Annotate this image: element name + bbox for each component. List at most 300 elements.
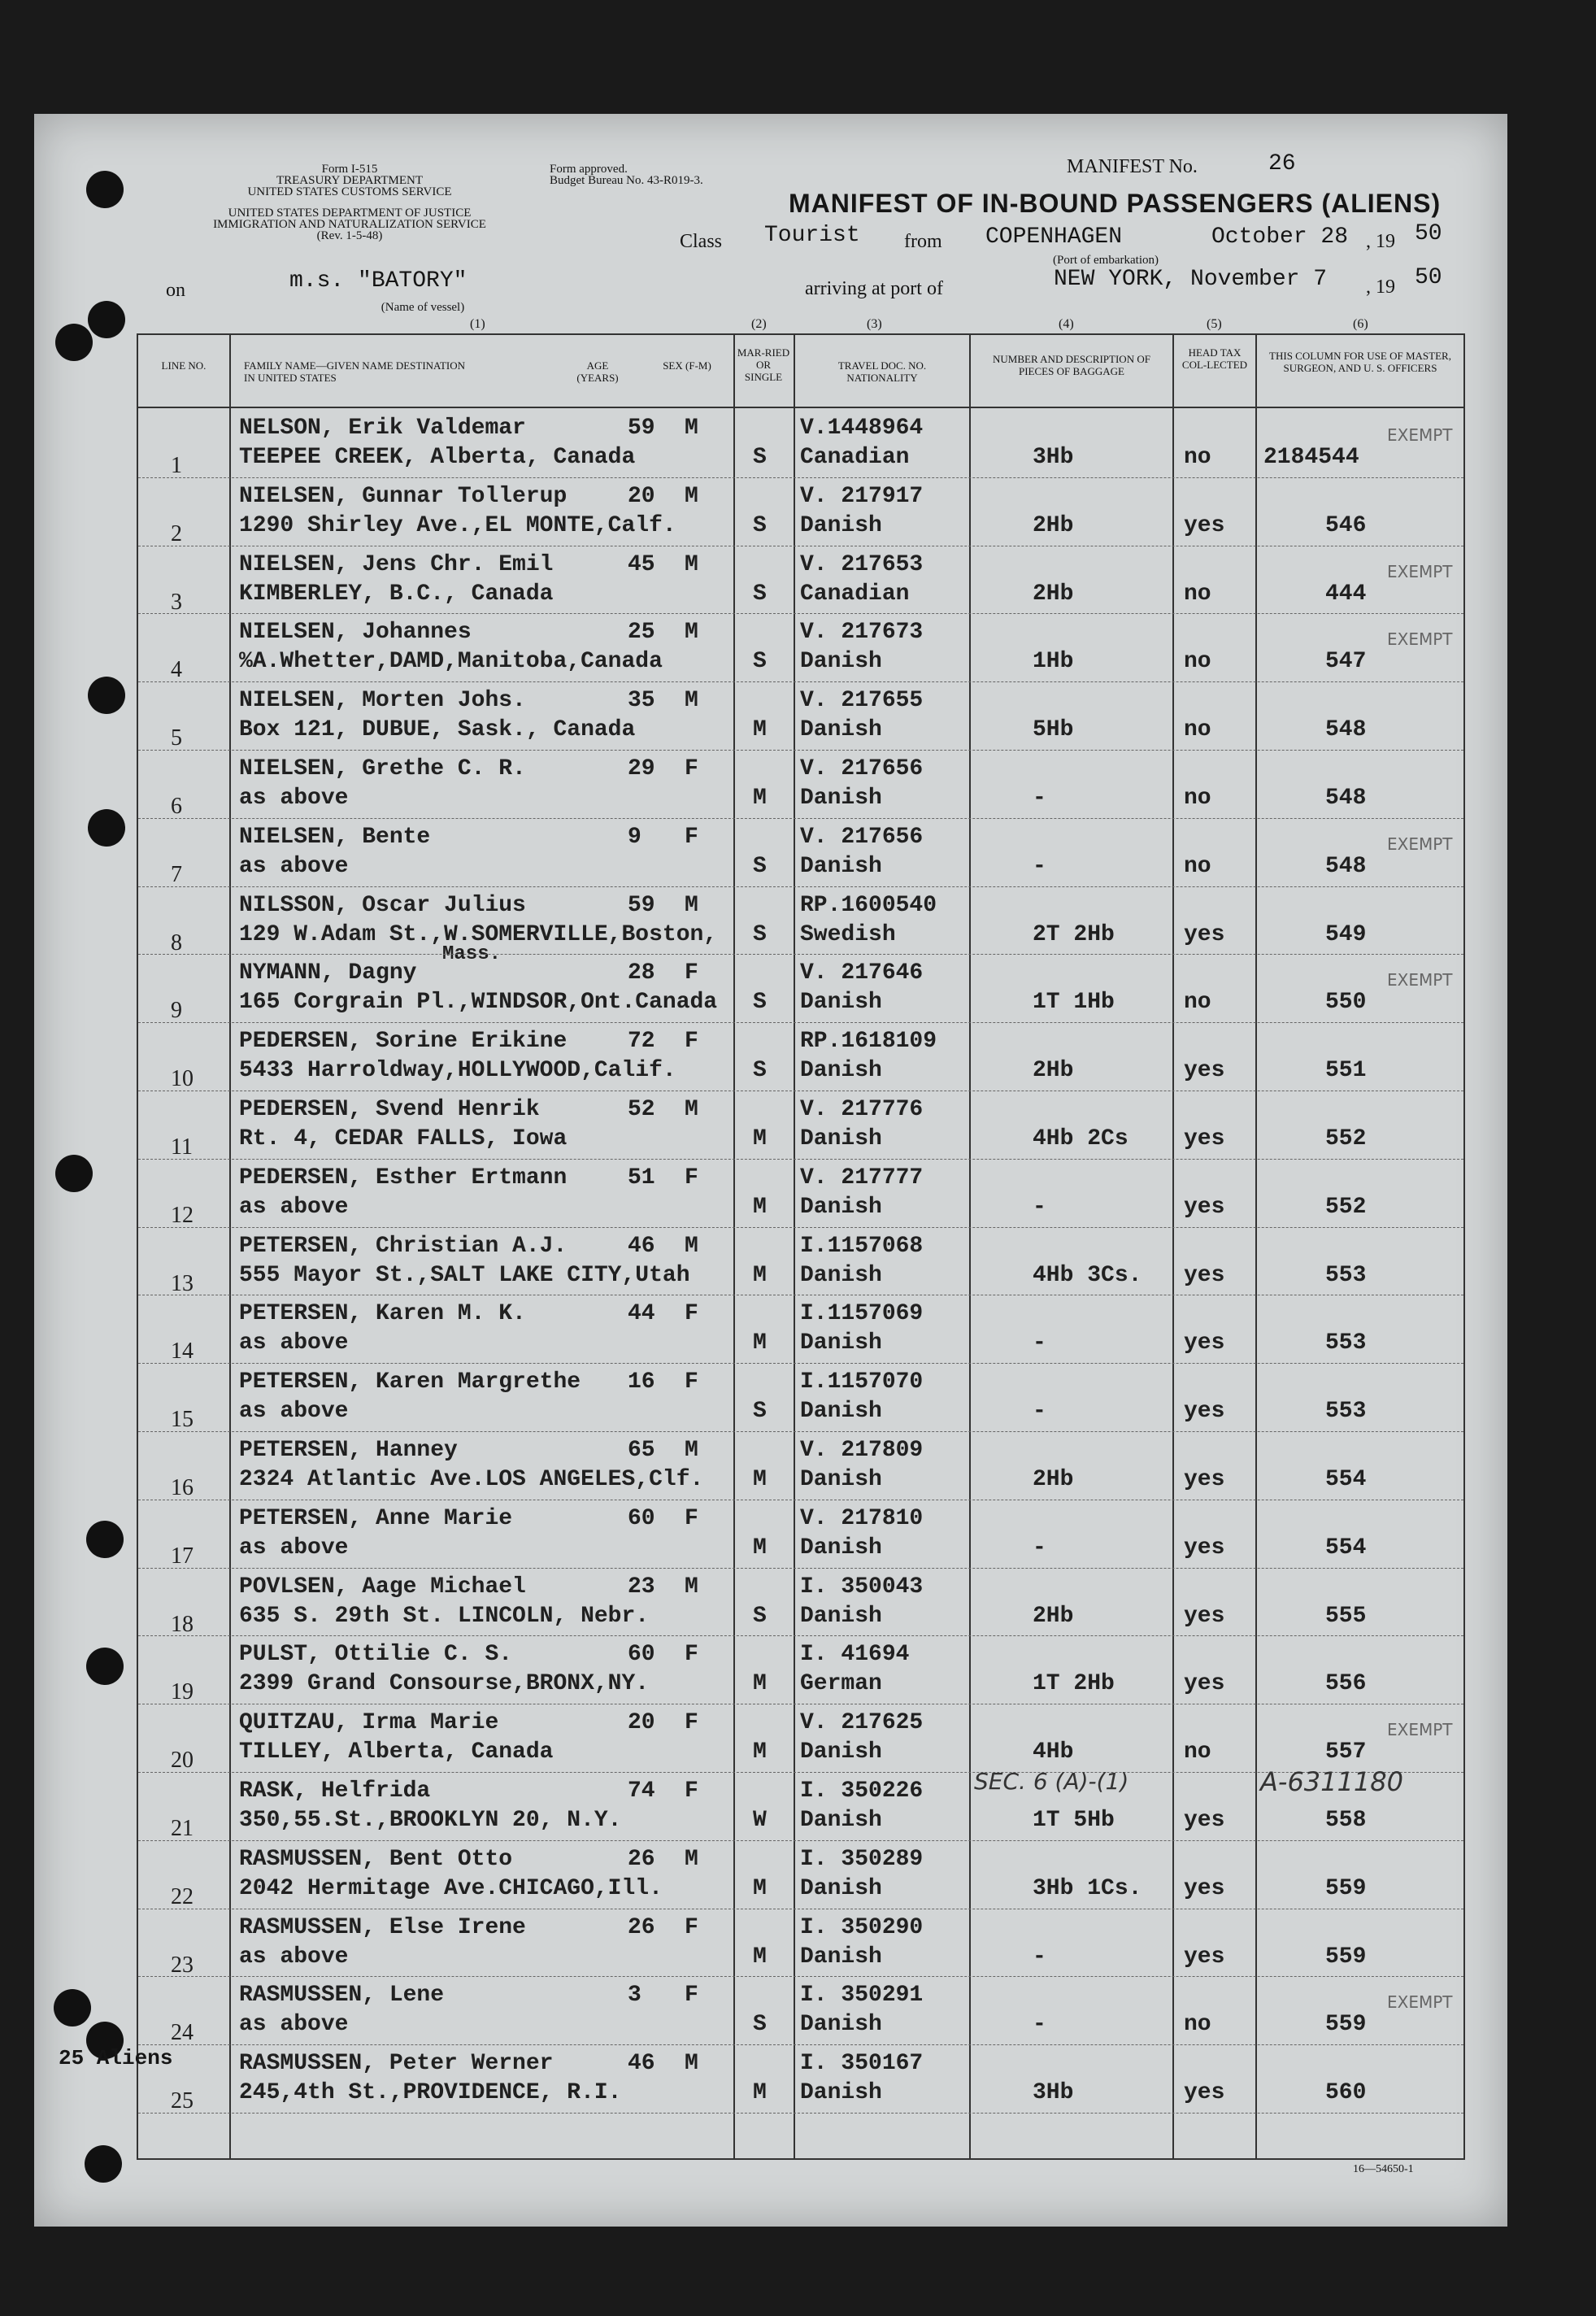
line-number: 23 [171,1952,194,1978]
head-tax: yes [1184,512,1225,538]
table-row [138,410,1463,478]
passenger-name: NIELSEN, Jens Chr. Emil [239,551,554,577]
budget-bureau: Budget Bureau No. 43-R019-3. [550,174,703,187]
travel-doc-number: V. 217625 [800,1710,924,1736]
head-tax: no [1184,717,1211,743]
travel-doc-number: V. 217777 [800,1165,924,1191]
marital-status: W [753,1808,767,1833]
table-row [138,1766,1463,1841]
age: 26 [628,1846,655,1872]
age: 51 [628,1165,655,1191]
marital-status: M [753,717,767,743]
head-tax: yes [1184,1671,1225,1697]
travel-doc-number: I. 350226 [800,1778,924,1804]
column-number-1: (1) [470,317,485,331]
baggage: 2Hb [1033,1603,1074,1629]
table-row [138,1500,1463,1569]
passenger-name: PEDERSEN, Esther Ertmann [239,1165,568,1191]
age: 46 [628,1233,655,1259]
form-revision: (Rev. 1-5-48) [316,229,383,242]
head-tax: no [1184,649,1211,675]
table-row [138,751,1463,819]
dept-immigration: IMMIGRATION AND NATURALIZATION SERVICE [213,218,486,231]
line-number: 8 [171,929,182,956]
dept-justice: UNITED STATES DEPARTMENT OF JUSTICE [228,207,472,220]
line-number: 13 [171,1270,194,1296]
passenger-name: PETERSEN, Karen M. K. [239,1301,526,1327]
destination: as above [239,1330,349,1356]
age: 52 [628,1097,655,1122]
destination: Rt. 4, CEDAR FALLS, Iowa [239,1126,568,1151]
age: 35 [628,688,655,714]
line-number: 17 [171,1543,194,1569]
line-number: 2 [171,520,182,546]
marital-status: M [753,1671,767,1697]
officer-number: 552 [1325,1126,1367,1151]
sex: M [685,892,698,918]
line-number: 14 [171,1339,194,1365]
destination: as above [239,1194,349,1220]
head-tax: yes [1184,1262,1225,1288]
column-number-5: (5) [1207,317,1222,331]
marital-status: S [753,1399,767,1425]
head-tax: yes [1184,1535,1225,1561]
nationality: Danish [800,1467,882,1492]
baggage: - [1033,786,1046,811]
line-number: 21 [171,1816,194,1841]
nationality: Danish [800,649,882,675]
on-label: on [166,280,185,301]
line-number: 24 [171,2020,194,2046]
nationality: Danish [800,1808,882,1833]
baggage: 1T 5Hb [1033,1808,1115,1833]
destination: 2042 Hermitage Ave.CHICAGO,Ill. [239,1875,663,1901]
head-tax: yes [1184,1808,1225,1833]
sex: F [685,824,698,850]
head-tax: yes [1184,1467,1225,1492]
travel-doc-number: V. 217810 [800,1505,924,1531]
sex: F [685,1983,698,2009]
marital-status: S [753,445,767,470]
table-row [138,819,1463,887]
officer-number: 2184544 [1263,445,1359,470]
arrival-port-date: NEW YORK, November 7 [1054,267,1328,292]
line-number: 9 [171,998,182,1024]
passenger-name: NELSON, Erik Valdemar [239,416,526,441]
age: 20 [628,1710,655,1736]
travel-doc-number: V. 217656 [800,756,924,781]
nationality: Danish [800,990,882,1016]
officer-number: 550 [1325,990,1367,1016]
column-number-2: (2) [751,317,767,331]
head-tax: no [1184,1739,1211,1765]
destination: 245,4th St.,PROVIDENCE, R.I. [239,2080,622,2106]
baggage: 1T 2Hb [1033,1671,1115,1697]
line-number: 12 [171,1202,194,1228]
exempt-note: EXEMPT [1387,425,1453,445]
passenger-name: QUITZAU, Irma Marie [239,1710,499,1736]
sex: M [685,483,698,509]
table-row [138,1160,1463,1228]
destination: 129 W.Adam St.,W.SOMERVILLE,Boston, [239,921,718,947]
baggage: 2Hb [1033,1058,1074,1084]
passenger-name: RASMUSSEN, Else Irene [239,1914,526,1940]
destination: 2324 Atlantic Ave.LOS ANGELES,Clf. [239,1467,704,1492]
marital-status: M [753,1535,767,1561]
age: 23 [628,1574,655,1600]
binder-hole [86,1648,124,1685]
travel-doc-number: V. 217653 [800,551,924,577]
age: 29 [628,756,655,781]
baggage: 3Hb 1Cs. [1033,1875,1142,1901]
officer-number: 559 [1325,1944,1367,1970]
sex: M [685,1233,698,1259]
passenger-name: NIELSEN, Bente [239,824,431,850]
destination-continued: Mass. [442,943,502,965]
travel-doc-number: I.1157068 [800,1233,924,1259]
officer-number: 559 [1325,2012,1367,2038]
officer-number: 548 [1325,853,1367,879]
baggage: 4Hb 2Cs [1033,1126,1129,1151]
sex: M [685,1097,698,1122]
head-tax: no [1184,990,1211,1016]
officer-number: 556 [1325,1671,1367,1697]
marital-status: M [753,1944,767,1970]
table-row [138,955,1463,1023]
travel-doc-number: I.1157070 [800,1369,924,1395]
travel-doc-number: RP.1618109 [800,1029,937,1055]
line-number: 10 [171,1066,194,1092]
col-header-officers: THIS COLUMN FOR USE OF MASTER, SURGEON, AND U. S. OFFICERS [1269,350,1451,374]
age: 65 [628,1438,655,1463]
marital-status: M [753,1875,767,1901]
line-number: 22 [171,1883,194,1909]
destination: KIMBERLEY, B.C., Canada [239,581,554,607]
vessel-caption: (Name of vessel) [381,301,465,314]
age: 44 [628,1301,655,1327]
baggage: 2T 2Hb [1033,921,1115,947]
sex: F [685,1914,698,1940]
officer-number: 552 [1325,1194,1367,1220]
binder-hole [85,2145,122,2183]
destination: TILLEY, Alberta, Canada [239,1739,554,1765]
manifest-title: MANIFEST OF IN-BOUND PASSENGERS (ALIENS) [789,189,1442,218]
line-number: 18 [171,1611,194,1637]
marital-status: M [753,1739,767,1765]
sex: M [685,1846,698,1872]
col-header-age: AGE (YEARS) [576,359,619,384]
officer-number: 553 [1325,1399,1367,1425]
class-label: Class [680,231,723,252]
travel-doc-number: I. 41694 [800,1642,910,1668]
form-number: Form I-515 [321,163,378,176]
destination: 5433 Harroldway,HOLLYWOOD,Calif. [239,1058,676,1084]
head-tax: yes [1184,1944,1225,1970]
baggage: 4Hb 3Cs. [1033,1262,1142,1288]
travel-doc-number: V. 217809 [800,1438,924,1463]
col-header-travel-doc: TRAVEL DOC. NO. NATIONALITY [837,359,927,384]
age: 60 [628,1642,655,1668]
destination: as above [239,2012,349,2038]
nationality: Danish [800,1399,882,1425]
passenger-name: PETERSEN, Anne Marie [239,1505,513,1531]
officer-number: 554 [1325,1467,1367,1492]
head-tax: yes [1184,1399,1225,1425]
baggage: - [1033,2012,1046,2038]
sex: M [685,1574,698,1600]
travel-doc-number: I. 350291 [800,1983,924,2009]
marital-status: M [753,1262,767,1288]
travel-doc-number: V. 217917 [800,483,924,509]
destination: TEEPEE CREEK, Alberta, Canada [239,445,636,470]
baggage: - [1033,1194,1046,1220]
head-tax: yes [1184,2080,1225,2106]
travel-doc-number: V. 217656 [800,824,924,850]
officer-number: 553 [1325,1262,1367,1288]
sex: F [685,756,698,781]
destination: as above [239,1944,349,1970]
travel-doc-number: I. 350043 [800,1574,924,1600]
nationality: Danish [800,2080,882,2106]
manifest-number: 26 [1268,151,1296,176]
table-row [138,1295,1463,1364]
age: 74 [628,1778,655,1804]
travel-doc-number: V. 217655 [800,688,924,714]
baggage: 3Hb [1033,2080,1074,2106]
baggage: 2Hb [1033,581,1074,607]
baggage: 1T 1Hb [1033,990,1115,1016]
footer-code: 16—54650-1 [1353,2163,1414,2175]
handwritten-section-note: SEC. 6 (A)-(1) [974,1768,1129,1795]
marital-status: S [753,1058,767,1084]
baggage: 4Hb [1033,1739,1074,1765]
destination: 1290 Shirley Ave.,EL MONTE,Calf. [239,512,676,538]
sex: M [685,416,698,441]
sex: M [685,688,698,714]
head-tax: yes [1184,1194,1225,1220]
exempt-note: EXEMPT [1387,629,1453,650]
baggage: 3Hb [1033,445,1074,470]
line-number: 19 [171,1679,194,1705]
binder-hole [88,301,125,338]
nationality: Canadian [800,581,910,607]
nationality: Danish [800,1944,882,1970]
passenger-name: PEDERSEN, Sorine Erikine [239,1029,568,1055]
exempt-note: EXEMPT [1387,1992,1453,2013]
baggage: 2Hb [1033,1467,1074,1492]
destination: as above [239,1535,349,1561]
age: 9 [628,824,641,850]
age: 60 [628,1505,655,1531]
marital-status: S [753,1603,767,1629]
col-header-sex: SEX (F-M) [663,359,711,372]
destination: as above [239,1399,349,1425]
baggage: - [1033,1944,1046,1970]
line-number: 6 [171,794,182,819]
handwritten-alien-number: A-6311180 [1260,1766,1403,1797]
from-label: from [904,231,942,252]
baggage: - [1033,1399,1046,1425]
baggage: 5Hb [1033,717,1074,743]
port-embarkation-caption: (Port of embarkation) [1053,254,1159,267]
head-tax: no [1184,853,1211,879]
head-tax: no [1184,2012,1211,2038]
table-row [138,478,1463,546]
vessel-name: m.s. "BATORY" [289,268,467,294]
sex: F [685,1301,698,1327]
head-tax: yes [1184,1875,1225,1901]
line-number: 7 [171,861,182,887]
baggage: 2Hb [1033,512,1074,538]
table-row [138,1704,1463,1773]
line-number: 5 [171,725,182,751]
line-number: 11 [171,1134,193,1160]
travel-doc-number: I.1157069 [800,1301,924,1327]
column-number-6: (6) [1353,317,1368,331]
binder-hole [88,809,125,847]
passenger-name: RASMUSSEN, Lene [239,1983,445,2009]
binder-hole [88,677,125,714]
destination: 2399 Grand Consourse,BRONX,NY. [239,1671,650,1697]
officer-number: 551 [1325,1058,1367,1084]
nationality: Danish [800,1603,882,1629]
passenger-name: PEDERSEN, Svend Henrik [239,1097,540,1122]
travel-doc-number: I. 350289 [800,1846,924,1872]
head-tax: yes [1184,1058,1225,1084]
marital-status: M [753,786,767,811]
destination: %A.Whetter,DAMD,Manitoba,Canada [239,649,663,675]
passenger-name: NIELSEN, Johannes [239,620,472,646]
exempt-note: EXEMPT [1387,834,1453,854]
nationality: Danish [800,853,882,879]
table-row [138,1364,1463,1432]
col-header-head-tax: HEAD TAX COL-LECTED [1181,346,1248,371]
age: 72 [628,1029,655,1055]
sex: F [685,1029,698,1055]
destination: Box 121, DUBUE, Sask., Canada [239,717,636,743]
header-divider [138,407,1463,408]
marital-status: M [753,1467,767,1492]
baggage: - [1033,1330,1046,1356]
officer-number: 557 [1325,1739,1367,1765]
manifest-number-label: MANIFEST No. [1067,156,1198,177]
table-row [138,1569,1463,1637]
aliens-count: 25 Aliens [59,2046,173,2070]
table-row [138,1977,1463,2045]
destination: as above [239,853,349,879]
sex: M [685,1438,698,1463]
officer-number: 444 [1325,581,1367,607]
departure-year: 50 [1415,221,1442,246]
head-tax: yes [1184,1330,1225,1356]
nationality: Danish [800,1262,882,1288]
port-of-embarkation: COPENHAGEN [985,224,1123,250]
sex: M [685,2051,698,2077]
travel-doc-number: V. 217673 [800,620,924,646]
table-row [138,1091,1463,1160]
age: 26 [628,1914,655,1940]
age: 45 [628,551,655,577]
class-value: Tourist [764,223,860,248]
passenger-name: NIELSEN, Grethe C. R. [239,756,526,781]
passenger-name: PETERSEN, Karen Margrethe [239,1369,581,1395]
officer-number: 559 [1325,1875,1367,1901]
nationality: Danish [800,1126,882,1151]
nationality: Danish [800,786,882,811]
officer-number: 547 [1325,649,1367,675]
head-tax: yes [1184,921,1225,947]
line-number: 1 [171,453,182,478]
table-row [138,2045,1463,2114]
age: 25 [628,620,655,646]
line-number: 15 [171,1407,194,1433]
head-tax: no [1184,445,1211,470]
travel-doc-number: V. 217776 [800,1097,924,1122]
sex: F [685,1165,698,1191]
binder-hole [55,324,93,361]
marital-status: S [753,512,767,538]
arrival-year-prefix: , 19 [1366,276,1395,298]
sex: M [685,620,698,646]
sex: F [685,1642,698,1668]
passenger-name: PETERSEN, Hanney [239,1438,458,1463]
marital-status: S [753,649,767,675]
head-tax: yes [1184,1603,1225,1629]
officer-number: 554 [1325,1535,1367,1561]
officer-number: 546 [1325,512,1367,538]
col-header-married: MAR-RIED OR SINGLE [737,346,790,383]
form-approved: Form approved. [550,163,628,176]
nationality: Danish [800,1535,882,1561]
col-header-baggage: NUMBER AND DESCRIPTION OF PIECES OF BAGGAGE [993,353,1150,377]
sex: F [685,1778,698,1804]
travel-doc-number: RP.1600540 [800,892,937,918]
binder-hole [86,171,124,208]
sex: F [685,1710,698,1736]
sex: F [685,1369,698,1395]
arriving-label: arriving at port of [805,278,943,299]
officer-number: 548 [1325,717,1367,743]
marital-status: M [753,1330,767,1356]
marital-status: M [753,1194,767,1220]
nationality: Swedish [800,921,896,947]
table-row [138,887,1463,965]
marital-status: S [753,921,767,947]
arrival-year: 50 [1415,265,1442,290]
age: 59 [628,892,655,918]
travel-doc-number: V. 217646 [800,960,924,986]
passenger-name: NYMANN, Dagny [239,960,417,986]
age: 59 [628,416,655,441]
age: 20 [628,483,655,509]
table-row [138,1909,1463,1978]
passenger-name: PULST, Ottilie C. S. [239,1642,513,1668]
sex: F [685,960,698,986]
marital-status: S [753,853,767,879]
officer-number: 558 [1325,1808,1367,1833]
binder-hole [55,1155,93,1192]
age: 3 [628,1983,641,2009]
passenger-name: NIELSEN, Gunnar Tollerup [239,483,568,509]
officer-number: 555 [1325,1603,1367,1629]
head-tax: yes [1184,1126,1225,1151]
line-number: 25 [171,2088,194,2114]
officer-number: 560 [1325,2080,1367,2106]
passenger-name: RASK, Helfrida [239,1778,431,1804]
baggage: - [1033,853,1046,879]
destination: 165 Corgrain Pl.,WINDSOR,Ont.Canada [239,990,718,1016]
passenger-table [137,333,1465,2160]
